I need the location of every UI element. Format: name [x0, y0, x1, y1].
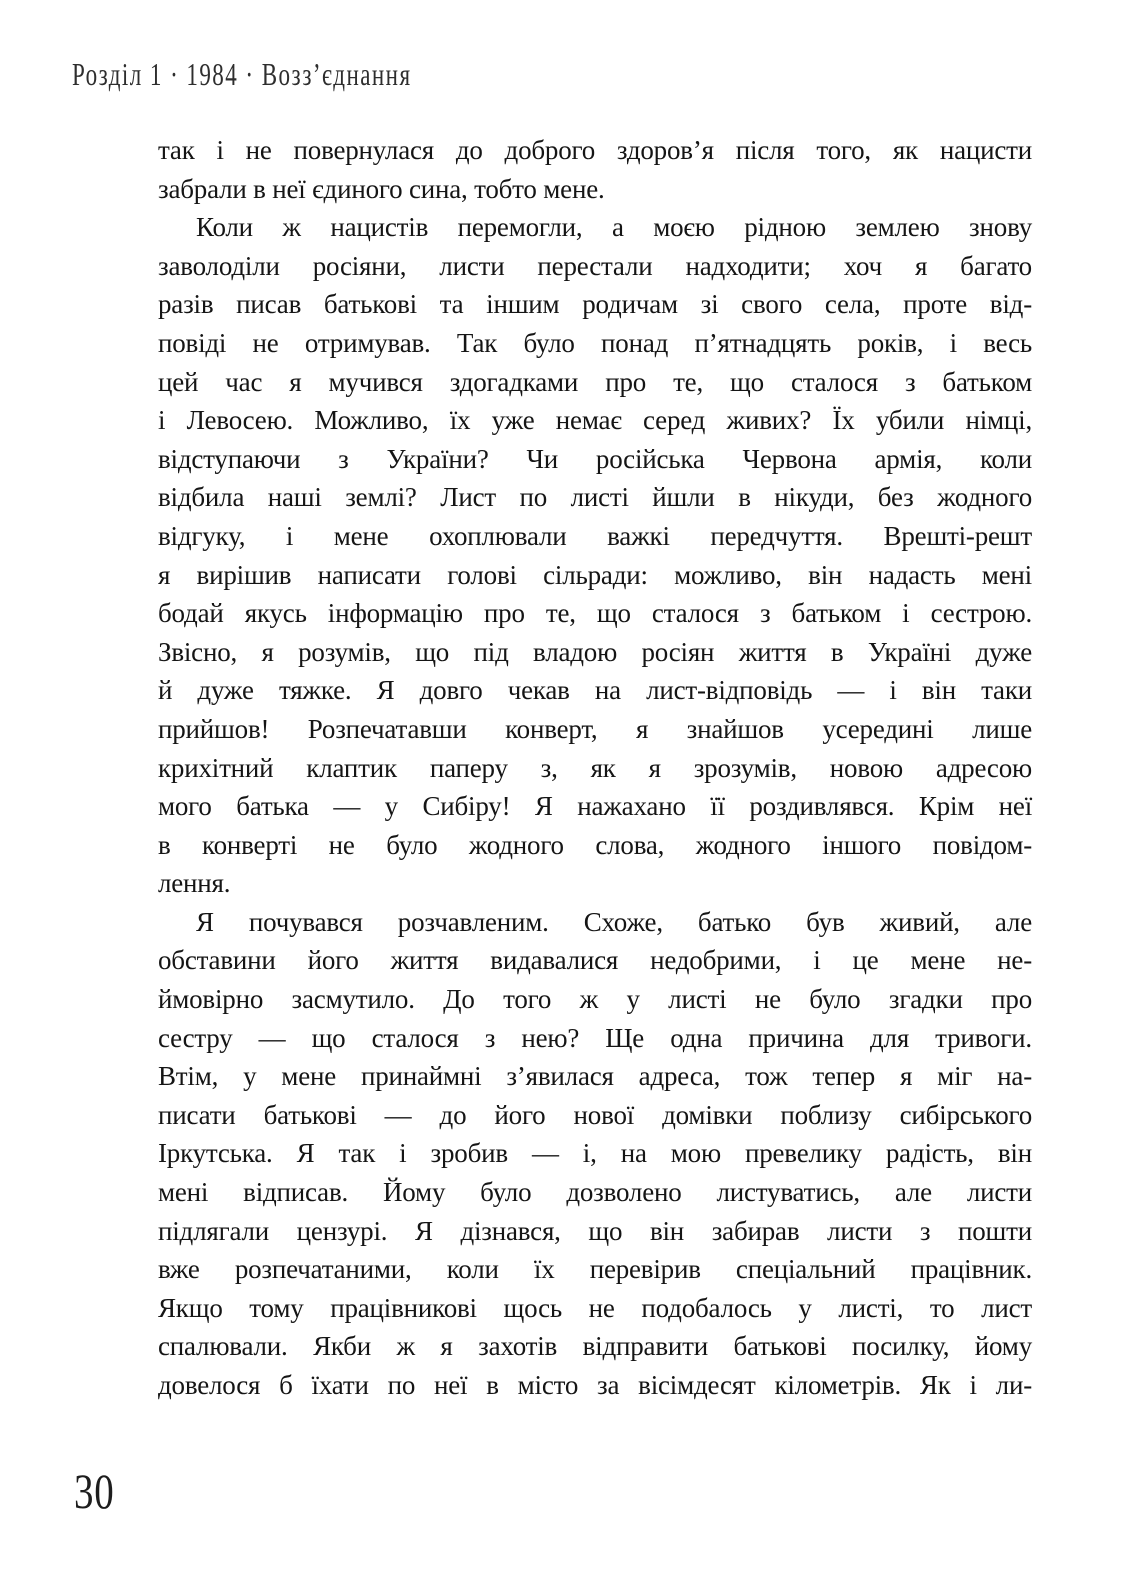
text-line: й дуже тяжке. Я довго чекав на лист-відповідь — і він таки: [158, 675, 1032, 706]
text-line: бодай якусь інформацію про те, що сталося з батьком і сестрою.: [158, 598, 1032, 629]
text-line: повіді не отримував. Так було понад п’ятнадцять років, і весь: [158, 327, 1032, 358]
text-line: Коли ж нацистів перемогли, а моєю рідною землею знову: [196, 212, 1032, 243]
text-line: забрали в неї єдиного сина, тобто мене.: [158, 173, 605, 204]
text-line: лення.: [158, 868, 231, 899]
text-line: сестру — що сталося з нею? Ще одна причина для тривоги.: [158, 1022, 1032, 1053]
text-line: відступаючи з України? Чи російська Червона армія, коли: [158, 443, 1032, 474]
text-line: мого батька — у Сибіру! Я нажахано її роздивлявся. Крім неї: [158, 791, 1032, 822]
paragraph: [158, 131, 1032, 208]
text-line: писати батькові — до його нової домівки поблизу сибірського: [158, 1099, 1032, 1130]
text-line: так і не повернулася до доброго здоров’я після того, як нацисти: [158, 135, 1032, 165]
text-line: спалювали. Якби ж я захотів відправити батькові посилку, йому: [158, 1331, 1032, 1362]
text-line: і Левосею. Можливо, їх уже немає серед живих? Їх убили німці,: [158, 405, 1032, 436]
chapter-header: Розділ 1 · 1984 · Возз’єднання: [72, 56, 412, 92]
text-line: ймовірно засмутило. До того ж у листі не було згадки про: [158, 984, 1032, 1015]
text-line: довелося б їхати по неї в місто за вісімдесят кілометрів. Як і ли-: [158, 1370, 1032, 1400]
text-line: відгуку, і мене охоплювали важкі передчуття. Врешті-решт: [158, 520, 1032, 551]
text-line: Іркутська. Я так і зробив — і, на мою превелику радість, він: [158, 1138, 1032, 1169]
text-line: вже розпечатаними, коли їх перевірив спеціальний працівник.: [158, 1254, 1032, 1285]
text-line: підлягали цензурі. Я дізнався, що він забирав листи з пошти: [158, 1215, 1032, 1246]
paragraph: [158, 903, 1032, 1405]
text-line: в конверті не було жодного слова, жодного іншого повідом-: [158, 829, 1032, 860]
page-text: [158, 131, 1032, 1405]
text-line: мені відписав. Йому було дозволено листуватись, але листи: [158, 1177, 1032, 1208]
text-line: прийшов! Розпечатавши конверт, я знайшов усередині лише: [158, 713, 1032, 744]
text-line: Якщо тому працівникові щось не подобалось у листі, то лист: [158, 1292, 1032, 1323]
text-line: Втім, у мене принаймні з’явилася адреса, тож тепер я міг на-: [158, 1061, 1032, 1092]
text-line: Звісно, я розумів, що під владою росіян життя в Україні дуже: [158, 636, 1032, 667]
text-line: цей час я мучився здогадками про те, що сталося з батьком: [158, 366, 1032, 397]
text-line: обставини його життя видавалися недобрими, і це мене не-: [158, 945, 1032, 976]
paragraph: [158, 208, 1032, 903]
text-line: Я почувався розчавленим. Схоже, батько був живий, але: [196, 906, 1032, 937]
text-line: разів писав батькові та іншим родичам зі свого села, проте від-: [158, 289, 1032, 320]
page-number: 30: [74, 1463, 115, 1519]
text-line: я вирішив написати голові сільради: можливо, він надасть мені: [158, 559, 1032, 590]
text-line: крихітний клаптик паперу з, як я зрозумів, новою адресою: [158, 752, 1032, 783]
text-line: відбила наші землі? Лист по листі йшли в нікуди, без жодного: [158, 482, 1032, 513]
text-line: заволоділи росіяни, листи перестали надходити; хоч я багато: [158, 250, 1032, 281]
